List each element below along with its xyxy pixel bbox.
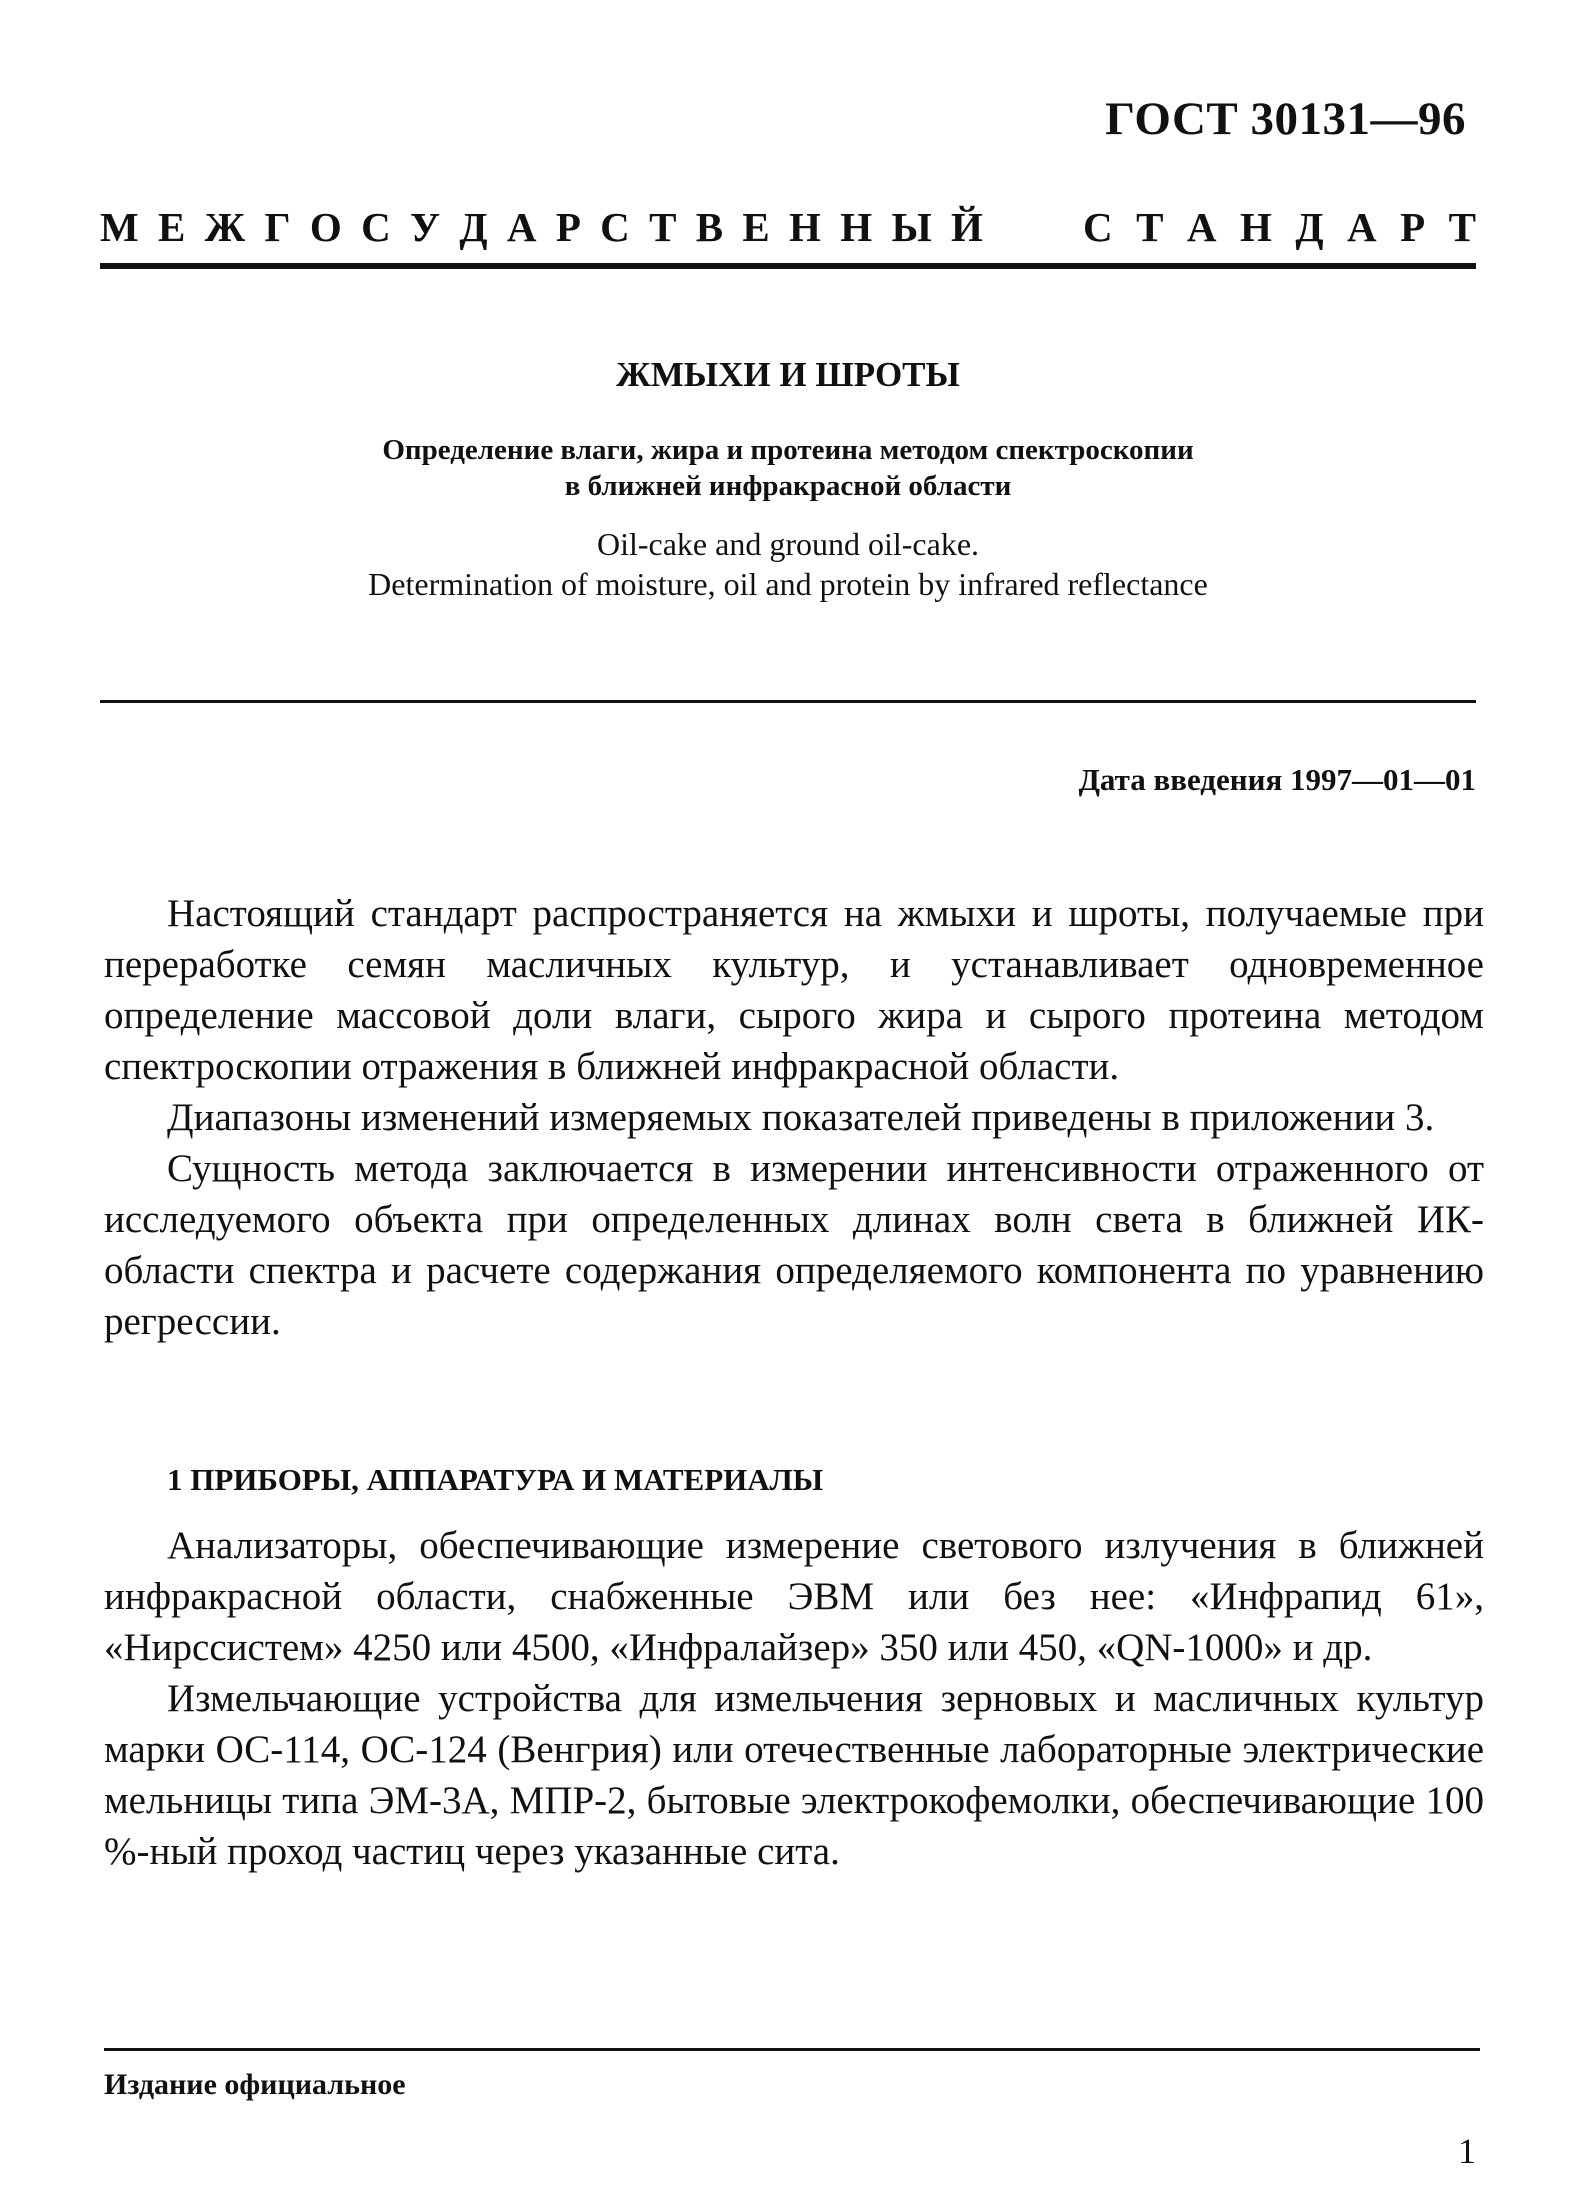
banner-letter: В (695, 204, 724, 250)
banner-letter: Г (264, 204, 291, 250)
standard-kind-banner (100, 203, 1476, 251)
banner-letter: Т (1448, 204, 1476, 250)
page-number: 1 (1458, 2131, 1476, 2171)
banner-letter: Р (1400, 204, 1426, 250)
footer-rule (104, 2048, 1480, 2051)
banner-letter: Т (649, 204, 677, 250)
banner-letter: Й (951, 204, 983, 250)
banner-letter: А (506, 204, 537, 250)
section-1-paragraph-1: Анализаторы, обеспечивающие измерение светового излучения в ближней инфракрасной области, снабженные ЭВМ или без нее: «Инфрапид 61», «Нирссистем» 4250 или 4500, «Инфралайзер» 350 или 450, «QN-1000» и др. (104, 1524, 1484, 1669)
banner-letter: Р (555, 204, 581, 250)
introduction-date: Дата введения 1997—01—01 (1078, 762, 1476, 797)
banner-letter: Д (1295, 204, 1324, 250)
banner-letter: С (361, 204, 391, 250)
intro-paragraph-1: Настоящий стандарт распространяется на жмыхи и шроты, получаемые при переработке семян масличных культур, и устанавливает одновременное определение массовой доли влаги, сырого жира и сырого протеина методом спектроскопии отражения в ближней инфракрасной области. (104, 892, 1484, 1088)
banner-letter: Т (1136, 204, 1164, 250)
english-title-line-1: Oil-cake and ground oil-cake. (596, 526, 980, 562)
header-rule (100, 263, 1476, 269)
banner-letter: Н (1239, 204, 1272, 250)
section-1-paragraph-2: Измельчающие устройства для измельчения зерновых и масличных культур марки ОС-114, ОС-124 (Венгрия) или отечественные лабораторные электрические мельницы типа ЭМ-3А, МПР-2, бытовые электрокофемолки, обеспечивающие 100 %-ный проход частиц через указанные сита. (104, 1677, 1484, 1873)
banner-letter: А (1186, 204, 1217, 250)
intro-paragraph-3: Сущность метода заключается в измерении интенсивности отраженного от исследуемого объекта при определенных длинах волн света в ближней ИК-области спектра и расчете содержания определяемого компонента по уравнению регрессии. (104, 1147, 1484, 1343)
subtitle-line-2: в ближней инфракрасной области (564, 470, 1012, 502)
banner-letter: Д (459, 204, 488, 250)
title-separator-rule (100, 700, 1476, 703)
edition-label: Издание официальное (104, 2068, 406, 2101)
banner-letter: Е (158, 204, 186, 250)
banner-letter: М (100, 204, 139, 250)
document-title: ЖМЫХИ И ШРОТЫ (616, 355, 960, 394)
english-title (100, 524, 1476, 604)
banner-letter: Ж (204, 204, 246, 250)
intro-paragraph-2: Диапазоны изменений измеряемых показателей приведены в приложении 3. (167, 1096, 1435, 1139)
standard-code: ГОСТ 30131—96 (1105, 93, 1466, 145)
document-subtitle (100, 432, 1476, 504)
standard-kind-word-1 (100, 203, 983, 251)
subtitle-line-1: Определение влаги, жира и протеина методом спектроскопии (382, 434, 1194, 466)
banner-letter: Н (840, 204, 873, 250)
banner-letter: А (1347, 204, 1377, 250)
banner-letter: С (1083, 204, 1113, 250)
banner-letter: С (600, 204, 630, 250)
banner-letter: Ы (891, 204, 932, 250)
standard-kind-word-2 (1083, 203, 1476, 251)
banner-letter: О (309, 204, 342, 250)
banner-letter: У (410, 204, 441, 250)
english-title-line-2: Determination of moisture, oil and protein by infrared reflectance (368, 566, 1208, 602)
intro-text-block (104, 888, 1484, 1347)
banner-letter: Е (742, 204, 770, 250)
section-1-heading: 1 ПРИБОРЫ, АППАРАТУРА И МАТЕРИАЛЫ (167, 1462, 824, 1497)
banner-letter: Н (789, 204, 821, 250)
section-1-text-block (104, 1520, 1484, 1877)
